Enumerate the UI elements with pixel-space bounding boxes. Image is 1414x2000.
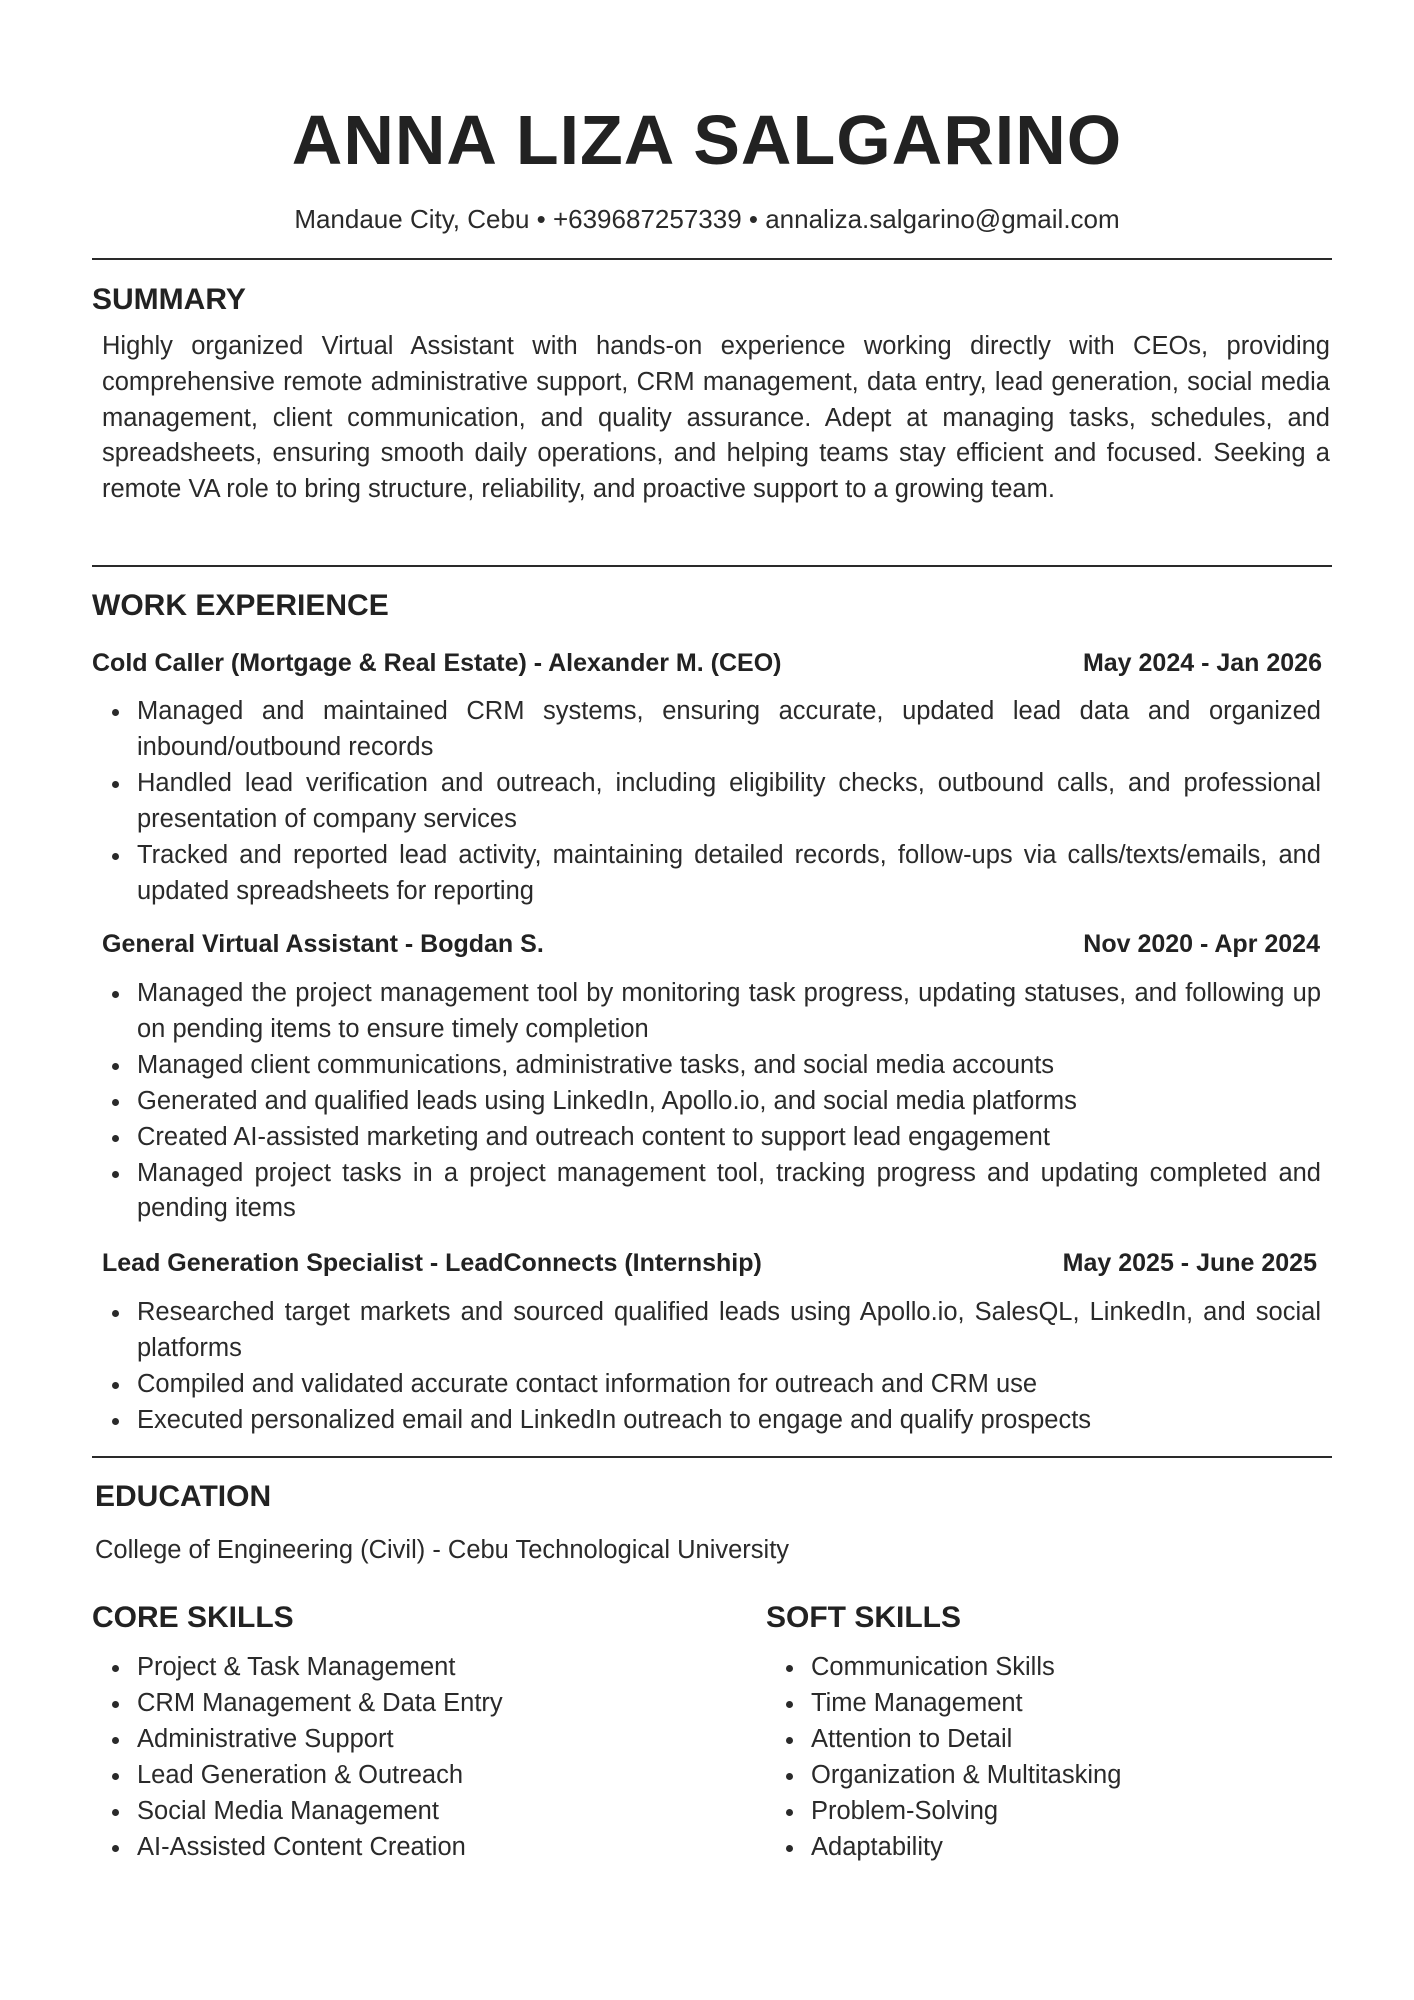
list-item: CRM Management & Data Entry: [102, 1686, 662, 1722]
list-item: Social Media Management: [102, 1794, 662, 1830]
list-item: Managed client communications, administrative tasks, and social media accounts: [102, 1048, 1321, 1084]
list-item: Attention to Detail: [776, 1722, 1336, 1758]
list-item: Created AI-assisted marketing and outreach content to support lead engagement: [102, 1120, 1321, 1156]
list-item: Problem-Solving: [776, 1794, 1336, 1830]
job-title: Cold Caller (Mortgage & Real Estate) - Alexander M. (CEO): [92, 649, 782, 677]
job-dates: Nov 2020 - Apr 2024: [1083, 930, 1320, 958]
list-item: Executed personalized email and LinkedIn outreach to engage and qualify prospects: [102, 1403, 1321, 1439]
list-item: Communication Skills: [776, 1650, 1336, 1686]
list-item: Organization & Multitasking: [776, 1758, 1336, 1794]
list-item: Lead Generation & Outreach: [102, 1758, 662, 1794]
job-title: Lead Generation Specialist - LeadConnects (Internship): [102, 1249, 762, 1277]
list-item: Managed and maintained CRM systems, ensuring accurate, updated lead data and organized inbound/outbound records: [102, 694, 1321, 766]
job-dates: May 2025 - June 2025: [1062, 1249, 1317, 1277]
job-bullets: [102, 976, 1321, 1227]
contact-line: Mandaue City, Cebu • +639687257339 • annaliza.salgarino@gmail.com: [294, 204, 1120, 234]
summary-heading: SUMMARY: [92, 283, 246, 316]
job-dates: May 2024 - Jan 2026: [1082, 649, 1322, 677]
list-item: Researched target markets and sourced qualified leads using Apollo.io, SalesQL, LinkedIn, and social platforms: [102, 1295, 1321, 1367]
divider: [92, 1456, 1332, 1458]
list-item: Compiled and validated accurate contact information for outreach and CRM use: [102, 1367, 1321, 1403]
list-item: Generated and qualified leads using LinkedIn, Apollo.io, and social media platforms: [102, 1084, 1321, 1120]
list-item: Adaptability: [776, 1830, 1336, 1866]
candidate-name: ANNA LIZA SALGARINO: [291, 101, 1123, 179]
list-item: Managed the project management tool by monitoring task progress, updating statuses, and following up on pending items to ensure timely completion: [102, 976, 1321, 1048]
soft-skills-heading: SOFT SKILLS: [766, 1601, 961, 1634]
education-text: College of Engineering (Civil) - Cebu Technological University: [95, 1536, 790, 1564]
job-bullets: [102, 694, 1321, 909]
work-experience-heading: WORK EXPERIENCE: [92, 589, 389, 622]
list-item: Handled lead verification and outreach, including eligibility checks, outbound calls, and professional presentation of company services: [102, 766, 1321, 838]
job-bullets: [102, 1295, 1321, 1439]
core-skills-list: [102, 1650, 662, 1865]
list-item: Administrative Support: [102, 1722, 662, 1758]
list-item: Time Management: [776, 1686, 1336, 1722]
list-item: Project & Task Management: [102, 1650, 662, 1686]
divider: [92, 565, 1332, 567]
education-heading: EDUCATION: [95, 1480, 272, 1513]
job-title: General Virtual Assistant - Bogdan S.: [102, 930, 544, 958]
divider: [92, 258, 1332, 260]
soft-skills-list: [776, 1650, 1336, 1865]
list-item: Managed project tasks in a project management tool, tracking progress and updating completed and pending items: [102, 1156, 1321, 1228]
list-item: AI-Assisted Content Creation: [102, 1830, 662, 1866]
summary-text: Highly organized Virtual Assistant with hands-on experience working directly with CEOs, providing comprehensive remote administrative support, CRM management, data entry, lead generation, social media management, client communication, and quality assurance. Adept at managing tasks, schedules, and spreadsheets, ensuring smooth daily operations, and helping teams stay efficient and focused. Seeking a remote VA role to bring structure, reliability, and proactive support to a growing team.: [102, 332, 1330, 504]
core-skills-heading: CORE SKILLS: [92, 1601, 294, 1634]
list-item: Tracked and reported lead activity, maintaining detailed records, follow-ups via calls/texts/emails, and updated spreadsheets for reporting: [102, 838, 1321, 910]
